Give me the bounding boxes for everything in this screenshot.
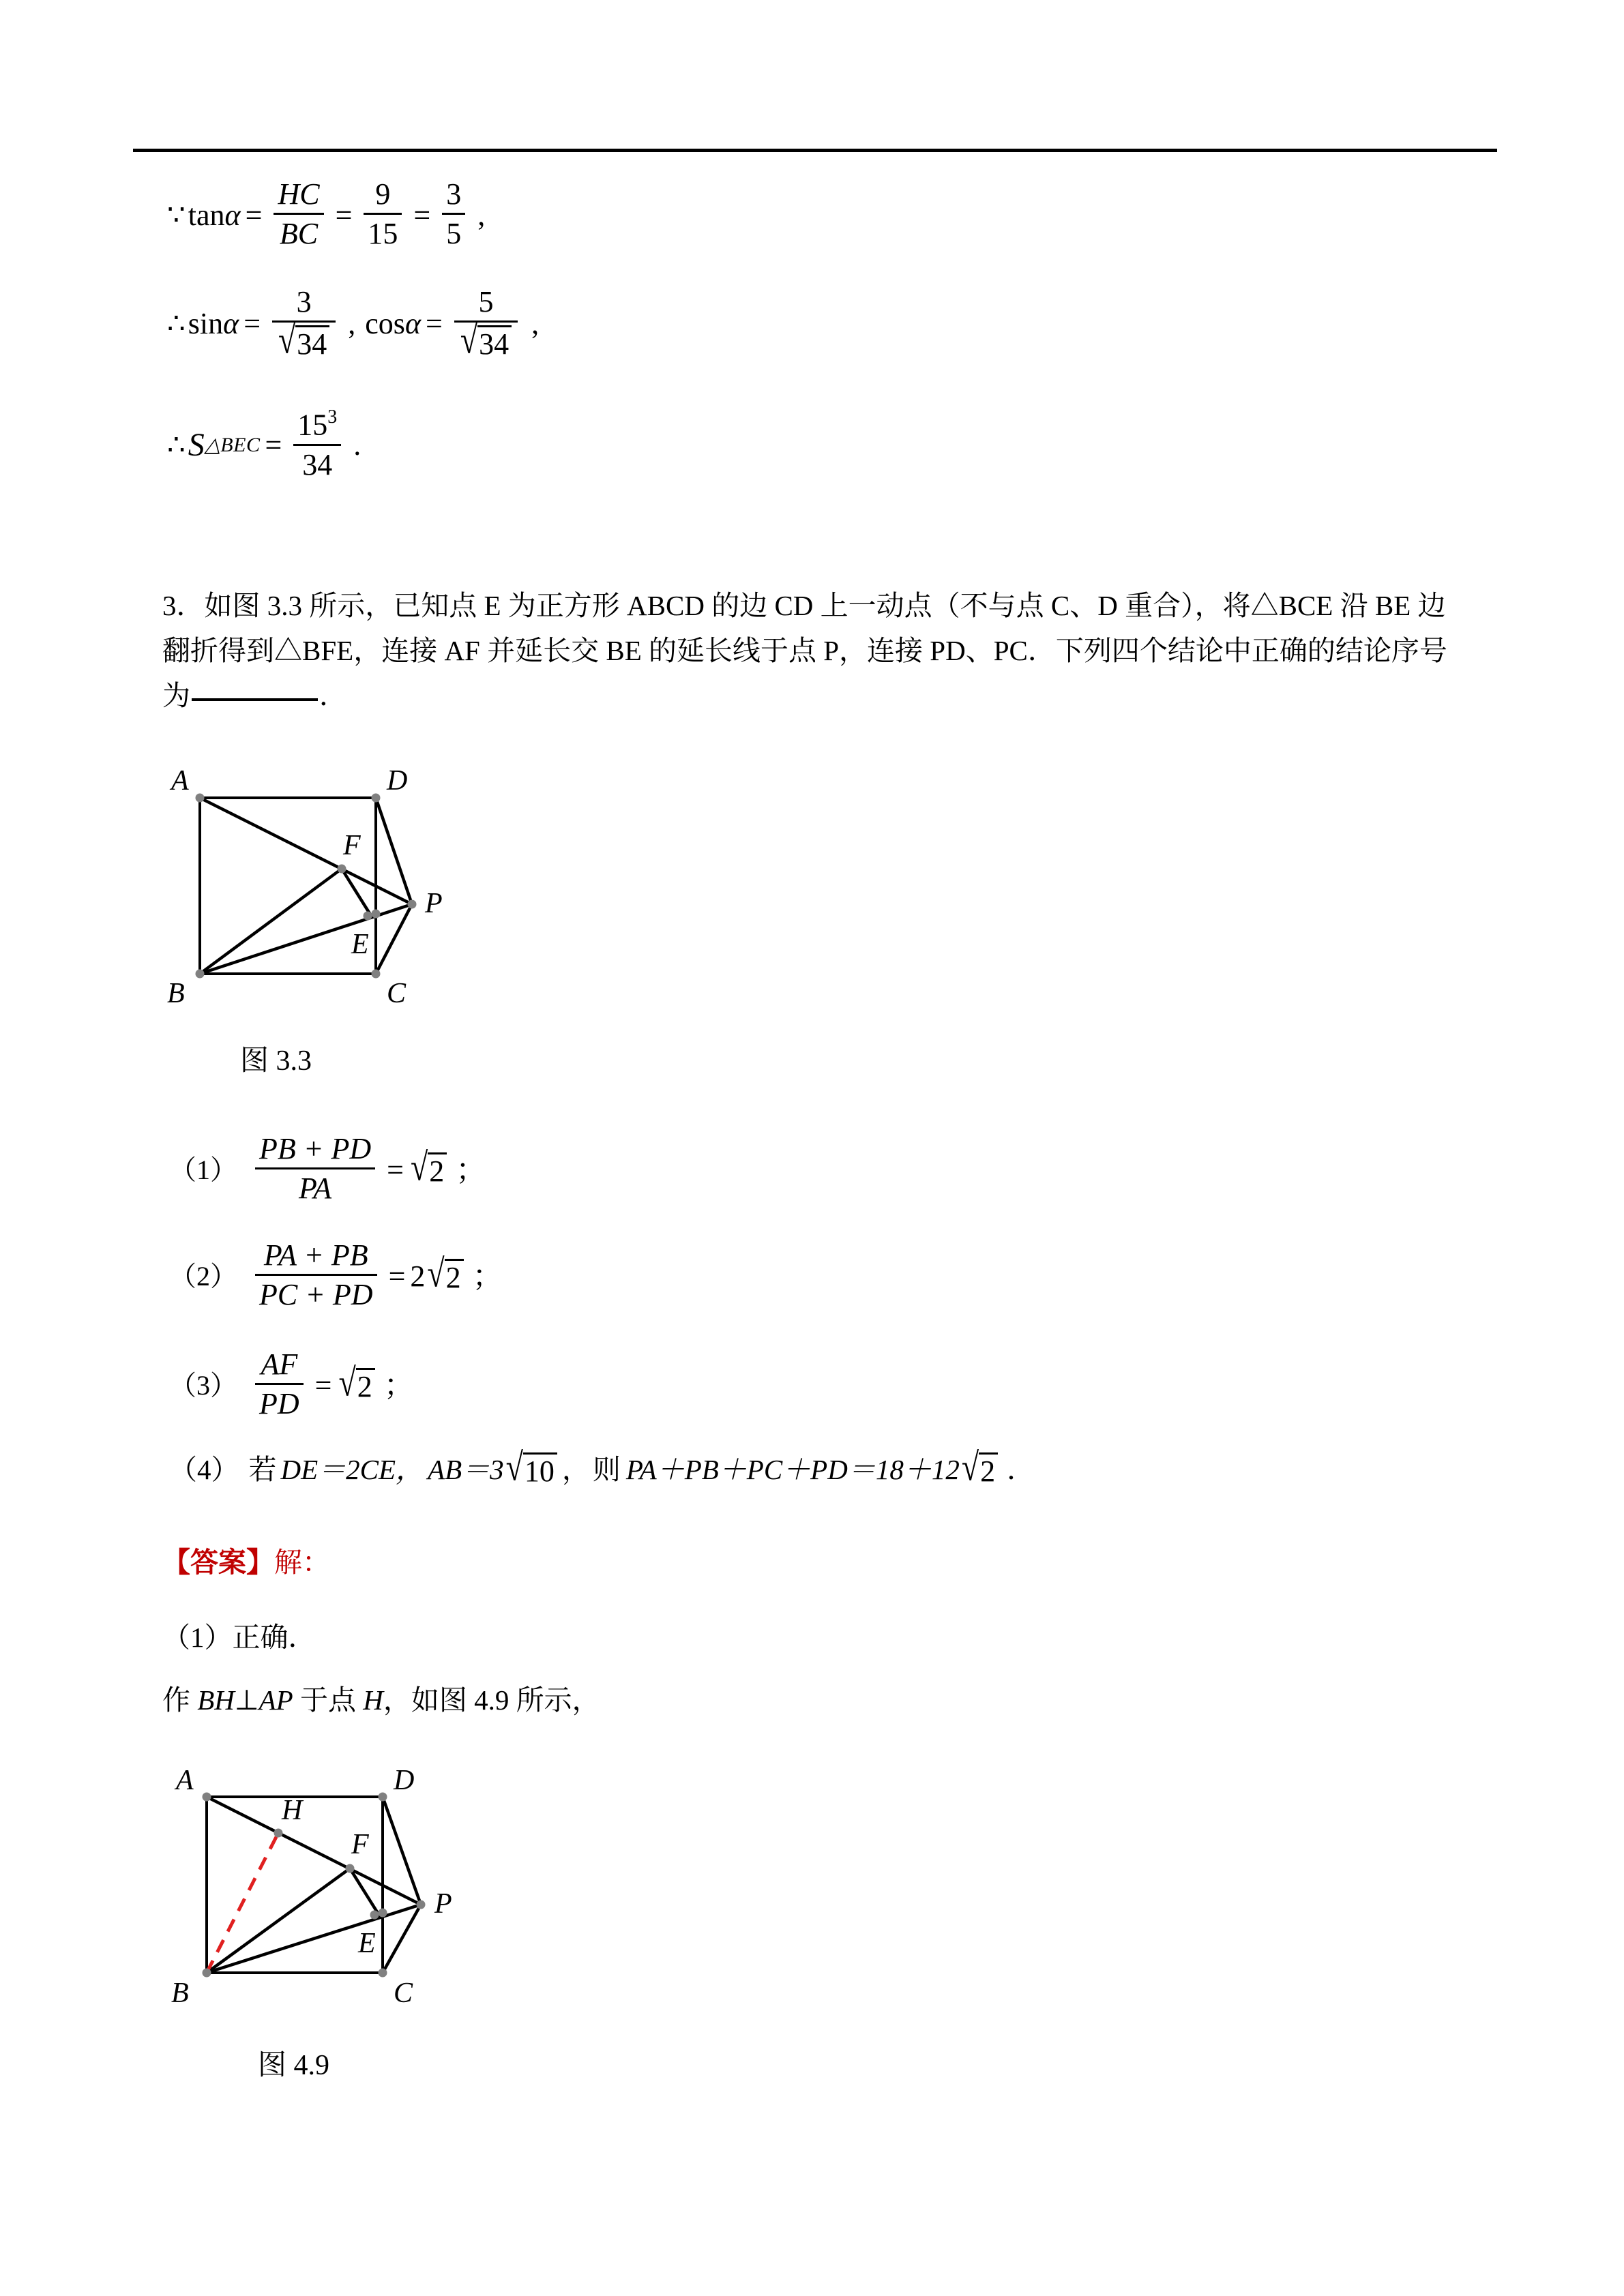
fraction-numerator: PA + PB (263, 1238, 368, 1272)
radical-symbol: √ (410, 1145, 428, 1189)
fraction-denominator: PA (299, 1172, 332, 1206)
construct-bh: BH (197, 1684, 235, 1716)
fraction-bar (255, 1274, 377, 1276)
conclusion-4 (169, 1445, 1035, 1489)
radical-symbol: √ (961, 1445, 979, 1489)
label-P: P (425, 888, 443, 919)
math-line-tan-alpha (167, 179, 485, 252)
label-D: D (394, 1765, 415, 1796)
fraction-15cubed-34 (293, 406, 341, 481)
sqrt-34 (278, 318, 329, 362)
equals-2: = (335, 198, 353, 232)
vertex-dot-H (274, 1829, 283, 1838)
equals-1: = (243, 307, 261, 341)
conclusion-4-comma: ， (561, 1454, 590, 1486)
equals-3: = (413, 198, 431, 232)
fraction-numerator (293, 406, 341, 442)
sqrt-10 (505, 1445, 557, 1489)
vertex-dot-E (370, 1911, 379, 1920)
conclusion-4-ze: 则 (592, 1454, 621, 1486)
fraction-5-sqrt34 (454, 285, 518, 360)
figure-4-9-caption: 图 4.9 (258, 2050, 330, 2081)
answer-jie: 解： (274, 1547, 330, 1578)
fraction-denominator: 15 (368, 217, 398, 251)
answer-construction-line (162, 1678, 600, 1723)
label-A: A (171, 765, 189, 796)
construct-ap: AP (259, 1684, 293, 1716)
fraction-bar (274, 213, 323, 215)
sqrt-2 (338, 1360, 374, 1405)
vertex-dot-C (379, 1969, 387, 1978)
radical-symbol: √ (338, 1360, 356, 1405)
sin-label: sin (188, 307, 224, 341)
trailing-period: ． (1007, 1454, 1035, 1486)
trailing-semicolon: ； (383, 1368, 414, 1402)
trailing-period: . (353, 428, 361, 462)
conclusion-4-de-ce: DE＝2CE， (280, 1454, 424, 1486)
cos-label: cos (365, 307, 405, 341)
conclusion-index: （4） (169, 1454, 239, 1486)
construct-post: ，如图 4.9 所示， (383, 1684, 600, 1716)
fraction-3-sqrt34 (272, 285, 336, 360)
separator-comma: , (348, 307, 356, 341)
vertex-dot-E (364, 912, 372, 921)
answer-tag: 【答案】 (162, 1547, 274, 1578)
vertex-dot-E-on-DC (372, 910, 381, 919)
fraction-papb-pcpd (255, 1238, 377, 1312)
vertex-dot-C (372, 970, 381, 979)
figure-4-9 (153, 1759, 481, 2036)
trailing-semicolon: ； (472, 1259, 503, 1293)
radicand-value: 34 (477, 325, 512, 360)
fraction-numerator: PB + PD (259, 1132, 372, 1165)
label-F: F (351, 1829, 369, 1860)
fraction-denominator: 34 (302, 447, 333, 481)
equals-1: = (265, 428, 282, 462)
label-A: A (176, 1765, 194, 1796)
construction-lines (200, 798, 412, 974)
fraction-bar (255, 1167, 375, 1169)
vertex-dot-A (203, 1793, 211, 1802)
sqrt-34 (460, 318, 512, 362)
area-symbol: S (188, 426, 205, 463)
problem-text-line2: 翻折得到△BFE，连接 AF 并延长交 BE 的延长线于点 P，连接 PD、PC．下列四个结论中正确的结论序号 (162, 635, 1447, 666)
because-symbol: ∵ (167, 199, 186, 231)
numerator-exponent: 3 (327, 406, 338, 428)
vertex-dot-A (196, 794, 205, 803)
tan-label: tan (188, 198, 225, 232)
fraction-3-5 (442, 177, 465, 251)
answer-item-1: （1）正确． (162, 1622, 316, 1653)
square-outline (200, 798, 376, 974)
fraction-denominator (272, 318, 336, 362)
vertex-dot-F (346, 1864, 355, 1873)
radicand-value: 2 (445, 1259, 464, 1294)
fraction-bar (364, 213, 402, 215)
numerator-base: 15 (297, 408, 328, 442)
label-P: P (434, 1888, 452, 1920)
label-C: C (394, 1978, 413, 2009)
label-B: B (171, 1978, 189, 2009)
fraction-af-pd (255, 1347, 304, 1421)
conclusion-index: （1） (169, 1154, 237, 1185)
header-rule (133, 149, 1497, 152)
problem-statement (162, 583, 1501, 718)
fraction-bar (442, 213, 465, 215)
fraction-bar (255, 1383, 304, 1385)
label-B: B (167, 978, 185, 1009)
figure-3-3 (147, 757, 467, 1033)
vertex-dot-E-on-DC (379, 1909, 387, 1918)
segment-BF (207, 1868, 350, 1973)
conclusion-4-ab: AB＝3 (428, 1454, 504, 1486)
conclusion-3 (169, 1349, 414, 1422)
construct-mid: 于点 (293, 1684, 364, 1716)
therefore-symbol: ∴ (167, 429, 186, 461)
conclusion-index: （2） (169, 1260, 237, 1292)
radical-symbol: √ (505, 1445, 523, 1489)
radicand-value: 2 (428, 1152, 447, 1187)
math-line-sin-cos (167, 286, 539, 361)
fraction-bar (293, 444, 341, 446)
fraction-9-15 (364, 177, 402, 251)
fraction-denominator: PD (259, 1387, 299, 1421)
trailing-semicolon: ； (456, 1152, 486, 1187)
fraction-denominator: PC + PD (259, 1278, 373, 1312)
conclusion-index: （3） (169, 1369, 237, 1401)
vertex-dot-B (196, 970, 205, 979)
alpha-symbol: α (223, 307, 239, 341)
fraction-numerator: 5 (478, 285, 494, 318)
radical-symbol: √ (460, 318, 478, 362)
problem-text-line1: 如图 3.3 所示，已知点 E 为正方形 ABCD 的边 CD 上一动点（不与点 C、D 重合），将△BCE 沿 BE 边 (204, 590, 1446, 621)
sqrt-2 (410, 1145, 447, 1189)
construction-lines (207, 1797, 421, 1973)
answer-header (162, 1540, 330, 1585)
label-E: E (351, 929, 369, 960)
vertex-dot-P (408, 900, 417, 909)
fraction-hc-bc (274, 177, 323, 251)
figure-3-3-svg (147, 757, 467, 1030)
equals-symbol: = (387, 1152, 404, 1187)
radical-symbol: √ (278, 318, 296, 362)
problem-number: 3． (162, 590, 205, 621)
conclusion-2 (169, 1240, 503, 1313)
segment-BF (200, 869, 342, 974)
vertex-dot-D (379, 1793, 387, 1802)
construct-pre: 作 (162, 1684, 198, 1716)
therefore-symbol: ∴ (167, 308, 186, 340)
equals-1: = (245, 198, 263, 232)
trailing-comma: , (477, 198, 486, 232)
radical-symbol: √ (427, 1251, 445, 1296)
construct-perp-icon: ⊥ (234, 1684, 259, 1716)
alpha-symbol: α (404, 307, 422, 341)
trailing-comma: , (531, 307, 540, 341)
fraction-numerator: HC (278, 177, 320, 211)
fraction-denominator (454, 318, 518, 362)
radicand-value: 2 (356, 1368, 375, 1403)
construct-h: H (363, 1684, 383, 1716)
radicand-value: 10 (523, 1452, 557, 1487)
radicand-value: 2 (979, 1452, 998, 1487)
label-C: C (387, 978, 407, 1009)
label-E: E (358, 1928, 376, 1959)
alpha-symbol: α (224, 198, 241, 232)
problem-text-line3-end: ． (319, 680, 347, 711)
equals-2: = (426, 307, 443, 341)
figure-3-3-caption: 图 3.3 (240, 1045, 312, 1077)
fraction-numerator: 3 (446, 177, 462, 211)
problem-text-line3: 为 (162, 680, 190, 711)
area-subscript: △BEC (204, 433, 261, 456)
fraction-numerator: AF (261, 1347, 298, 1381)
equals-symbol: = (388, 1259, 406, 1293)
vertex-dot-P (417, 1900, 426, 1909)
math-line-area-bec (167, 408, 361, 483)
label-D: D (387, 765, 408, 796)
sqrt-2 (427, 1251, 463, 1296)
vertex-dot-D (372, 794, 381, 803)
conclusion-1 (169, 1133, 486, 1207)
equals-symbol: = (314, 1368, 332, 1402)
figure-4-9-svg (153, 1759, 481, 2032)
answer-blank[interactable] (192, 698, 318, 701)
rhs-coefficient: 2 (410, 1259, 426, 1293)
fraction-numerator: 9 (375, 177, 391, 211)
vertex-dot-B (203, 1969, 211, 1978)
conclusion-4-sum: PA＋PB＋PC＋PD＝18＋12 (625, 1454, 960, 1486)
fraction-denominator: 5 (446, 217, 462, 251)
sqrt-2 (961, 1445, 998, 1489)
label-H: H (282, 1795, 303, 1826)
fraction-numerator: 3 (296, 285, 312, 318)
radicand-value: 34 (295, 325, 329, 360)
fraction-pbpd-pa (255, 1132, 375, 1206)
conclusion-4-ruo: 若 (248, 1454, 277, 1486)
vertex-dot-F (338, 865, 346, 874)
label-F: F (343, 830, 361, 861)
fraction-denominator: BC (279, 217, 319, 251)
